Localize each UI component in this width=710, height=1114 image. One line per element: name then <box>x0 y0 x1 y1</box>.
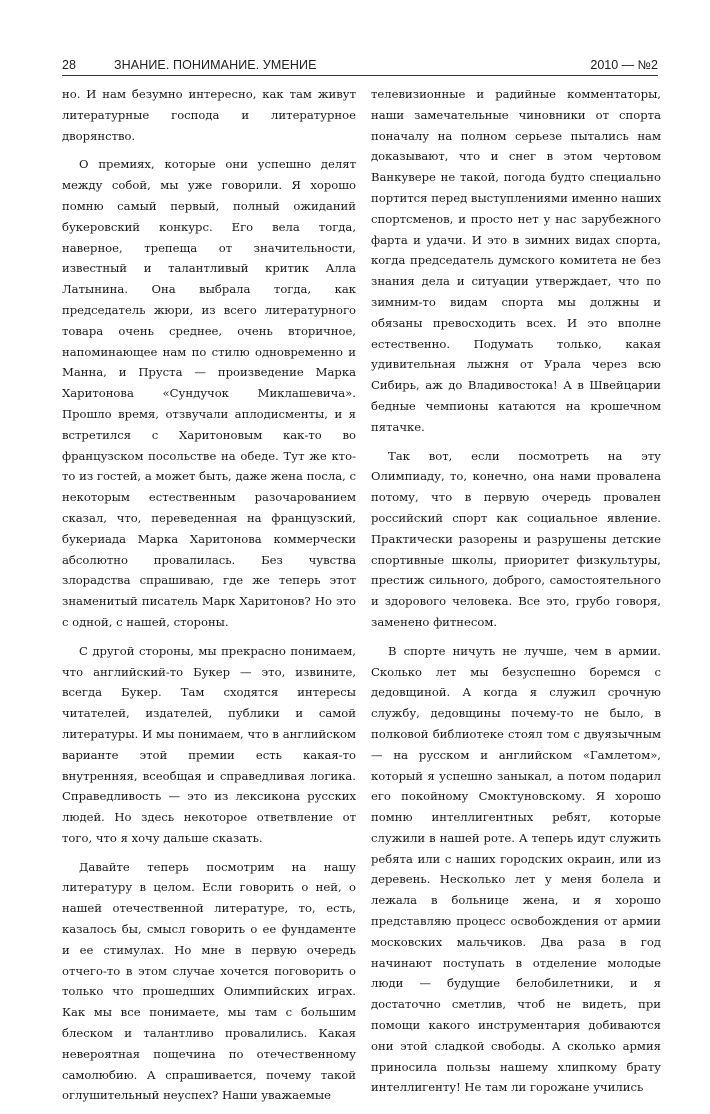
right-column <box>371 84 661 1106</box>
paragraph: Давайте теперь посмотрим на нашу литературу в целом. Если говорить о ней, о нашей отечественной литературе, то, есть, казалось бы, смысл говорить о ее фундаменте и ее стимулах. Но мне в первую очередь отчего-то в этом случае хочется поговорить о только что прошедших Олимпийских играх. Как мы все понимаете, мы там с большим блеском и талантливо провалились. Какая невероятная пощечина по отечественному самолюбию. А спрашивается, почему такой оглушительный неуспех? Наши уважаемые <box>62 859 356 1103</box>
paragraph: телевизионные и радийные комментаторы, наши замечательные чиновники от спорта поначалу на полном серьезе пытались нам доказывают, что и снег в этом чертовом Ванкувере не такой, погода будто специально портится перед выступлениями именно наших спортсменов, и просто нет у нас зарубежного фарта и удачи. И это в зимних видах спорта, когда председатель думского комитета не без знания дела и ситуации утверждает, что по зимним-то видам спорта мы должны и обязаны превосходить всех. И это вполне естественно. Подумать только, какая удивительная лыжня от Урала через всю Сибирь, аж до Владивостока! А в Швейцарии бедные чемпионы катаются на крошечном пятачке. <box>371 87 661 434</box>
paragraph: С другой стороны, мы прекрасно понимаем, что английский-то Букер — это, извините, всегда Букер. Там сходятся интересы читателей, издателей, публики и самой литературы. И мы понимаем, что в английском варианте этой премии есть какая-то внутренняя, всеобщая и справедливая логика. Справедливость — это из лексикона русских людей. Но здесь некоторое ответвление от того, что я хочу дальше сказать. <box>62 643 356 845</box>
paragraph: Так вот, если посмотреть на эту Олимпиаду, то, конечно, она нами провалена потому, что в первую очередь провален российский спорт как социальное явление. Практически разорены и разрушены детские спортивные школы, приоритет физкультуры, престиж сильного, доброго, самостоятельного и здорового человека. Все это, грубо говоря, заменено фитнесом. <box>371 448 661 629</box>
page-number: 28 <box>62 58 76 72</box>
section-title: ЗНАНИЕ. ПОНИМАНИЕ. УМЕНИЕ <box>114 58 317 72</box>
left-column <box>62 84 356 1114</box>
paragraph: О премиях, которые они успешно делят между собой, мы уже говорили. Я хорошо помню самый первый, полный ожиданий букеровский конкурс. Его вела тогда, наверное, трепеща от значительности, известный и талантливый критик Алла Латынина. Она выбрала тогда, как председатель жюри, из всего литературного товара очень среднее, очень вторичное, напоминающее нам по стилю одновременно и Манна, и Пруста — произведение Марка Харитонова «Сундучок Миклашевича». Прошло время, отзвучали аплодисменты, и я встретился с Харитоновым как-то во французском посольстве на обеде. Тут же кто-то из гостей, а может быть, даже жена посла, с некоторым естественным разочарованием сказал, что, переведенная на французский, букериада Марка Харитонова коммерчески абсолютно провалилась. Без чувства злорадства спрашиваю, где же теперь этот знаменитый писатель Марк Харитонов? Но это с одной, с нашей, стороны. <box>62 157 356 629</box>
paragraph: В спорте ничуть не лучше, чем в армии. Сколько лет мы безуспешно боремся с дедовщиной. А когда я служил срочную службу, дедовщины почему-то не было, в полковой библиотеке стоял том с двуязычным — на русском и английском «Гамлетом», который я успешно заныкал, а потом подарил его покойному Смоктуновскому. Я хорошо помню интеллигентных ребят, которые служили в нашей роте. А теперь идут служить ребята или с наших городских окраин, или из деревень. Несколько лет у меня болела и лежала в больнице жена, и я хорошо представляю процесс освобождения от армии московских мальчиков. Два раза в год начинают поступать в отделение молодые люди — будущие белобилетники, и я достаточно сметлив, чтоб не видеть, при помощи какого инструментария добиваются они этой сладкой свободы. А сколько армия приносила пользы нашему хлипкому брату интеллигенту! Не там ли горожане учились <box>371 643 661 1095</box>
issue-label: 2010 — №2 <box>590 58 658 72</box>
paragraph: но. И нам безумно интересно, как там живут литературные господа и литературное дворянство. <box>62 87 356 143</box>
header-rule <box>62 75 658 76</box>
running-header <box>62 54 658 76</box>
